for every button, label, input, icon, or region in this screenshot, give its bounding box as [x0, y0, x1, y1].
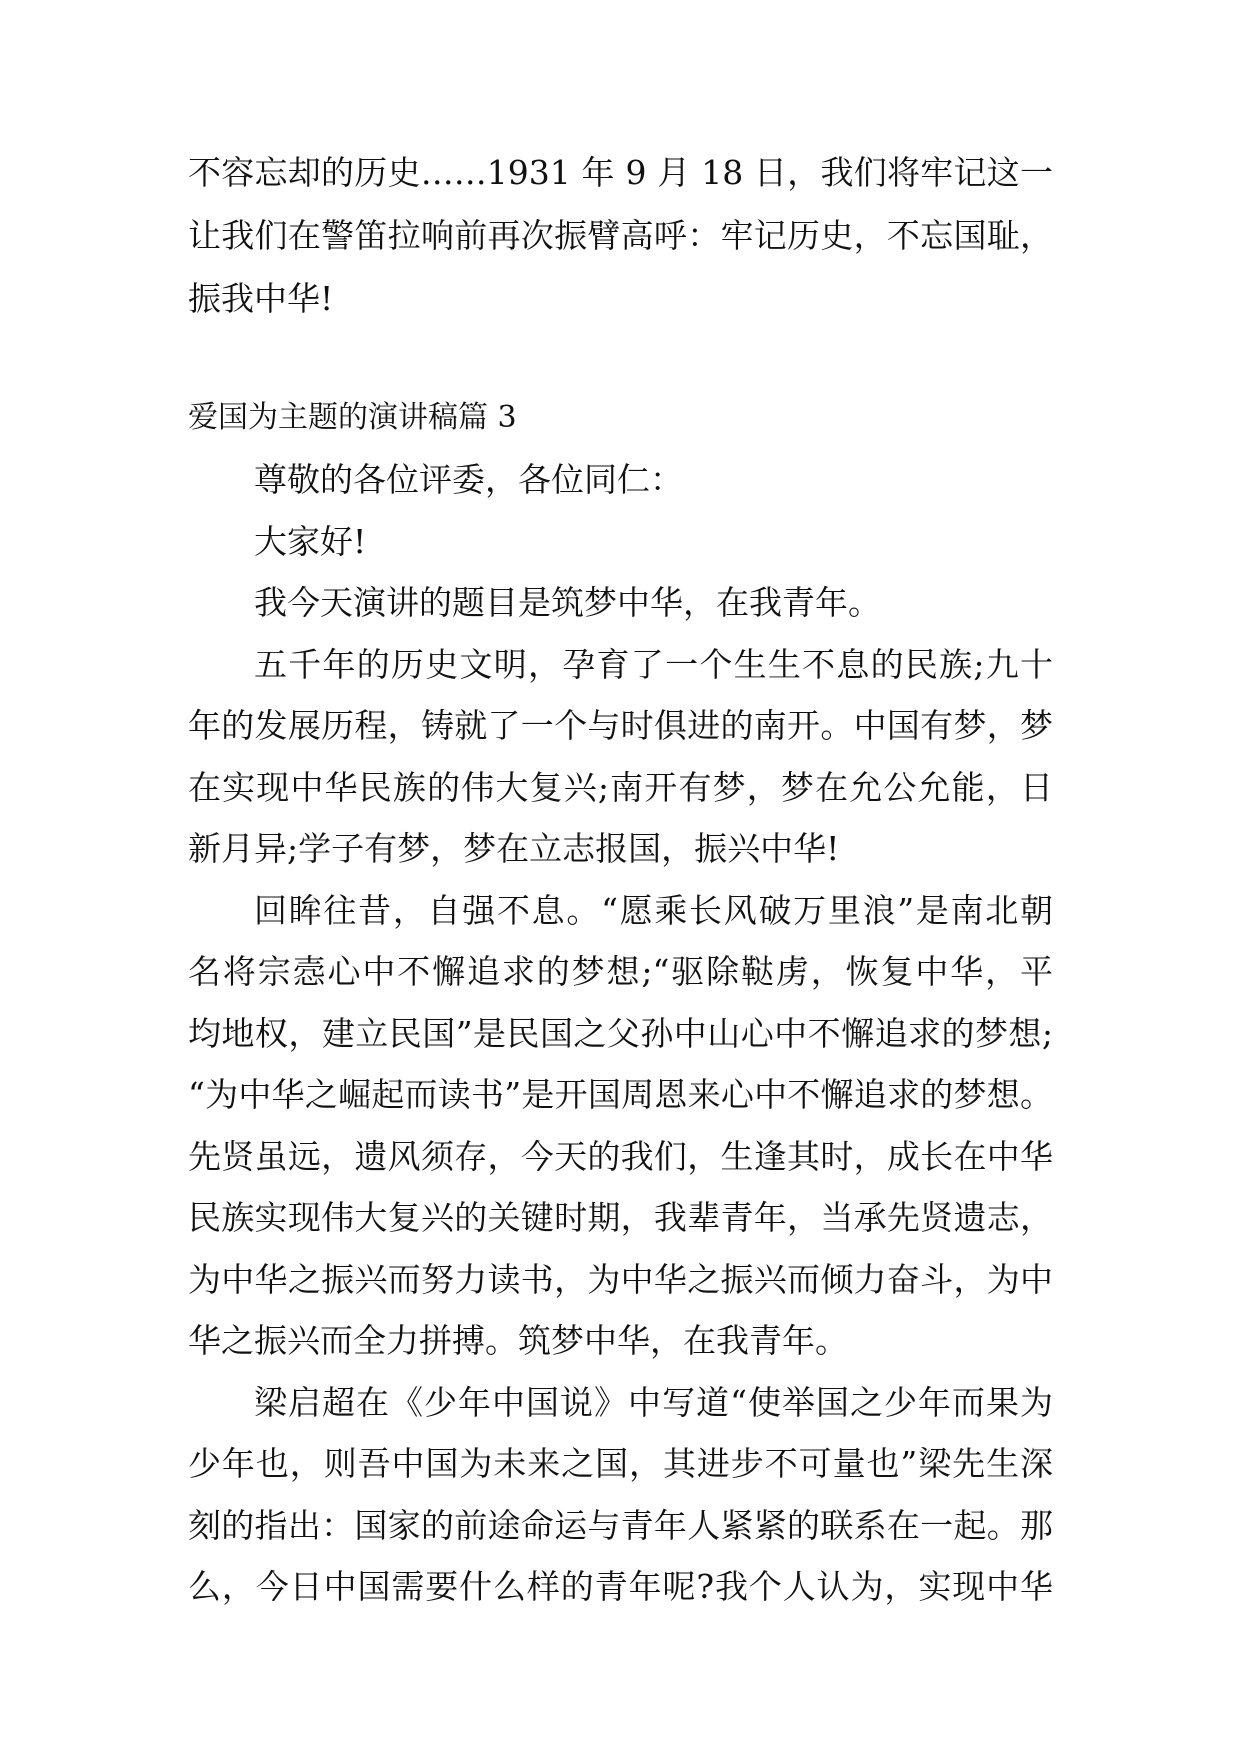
text-line: 新月异;学子有梦，梦在立志报国，振兴中华! — [188, 829, 840, 868]
text-line: 民族实现伟大复兴的关键时期，我辈青年，当承先贤遗志， — [188, 1198, 1053, 1237]
document-body — [188, 141, 1053, 1618]
paragraph — [188, 572, 1053, 634]
text-line: 梁启超在《少年中国说》中写道“使举国之少年而果为 — [254, 1382, 1053, 1422]
paragraph — [188, 634, 1053, 880]
text-line: 为中华之振兴而努力读书，为中华之振兴而倾力奋斗，为中 — [188, 1259, 1053, 1299]
paragraph — [188, 880, 1053, 1372]
salutation: 尊敬的各位评委，各位同仁： — [254, 460, 683, 499]
text-line: “为中华之崛起而读书”是开国周恩来心中不懈追求的梦想。 — [188, 1075, 1053, 1114]
section-title: 爱国为主题的演讲稿篇 3 — [188, 400, 517, 435]
text-line: 不容忘却的历史……1931 年 9 月 18 日，我们将牢记这一 — [188, 153, 1053, 192]
text-line: 让我们在警笛拉响前再次振臂高呼：牢记历史，不忘国耻， — [188, 216, 1053, 255]
text-line: 少年也，则吾中国为未来之国，其进步不可量也”梁先生深 — [188, 1444, 1053, 1483]
text-line: 华之振兴而全力拼搏。筑梦中华，在我青年。 — [188, 1321, 848, 1360]
text-line: 振我中华! — [188, 279, 334, 318]
text-line: 在实现中华民族的伟大复兴;南开有梦，梦在允公允能，日 — [188, 767, 1053, 807]
paragraph — [188, 1372, 1053, 1618]
text-line: 刻的指出：国家的前途命运与青年人紧紧的联系在一起。那 — [188, 1505, 1053, 1545]
text-line: 五千年的历史文明，孕育了一个生生不息的民族;九十 — [254, 644, 1053, 684]
text-line: 先贤虽远，遗风须存，今天的我们，生逢其时，成长在中华 — [188, 1136, 1053, 1176]
greeting: 大家好! — [254, 521, 367, 561]
text-line: 年的发展历程，铸就了一个与时俱进的南开。中国有梦，梦 — [188, 706, 1053, 745]
text-line: 回眸往昔，自强不息。“愿乘长风破万里浪”是南北朝 — [254, 890, 1053, 930]
text-line: 均地权，建立民国”是民国之父孙中山心中不懈追求的梦想; — [188, 1013, 1053, 1053]
text-line: 么，今日中国需要什么样的青年呢?我个人认为，实现中华 — [188, 1567, 1053, 1606]
text-line: 名将宗悫心中不懈追求的梦想;“驱除鞑虏，恢复中华，平 — [188, 952, 1053, 991]
text-line: 我今天演讲的题目是筑梦中华，在我青年。 — [254, 583, 881, 622]
previous-section-ending — [188, 141, 1053, 330]
